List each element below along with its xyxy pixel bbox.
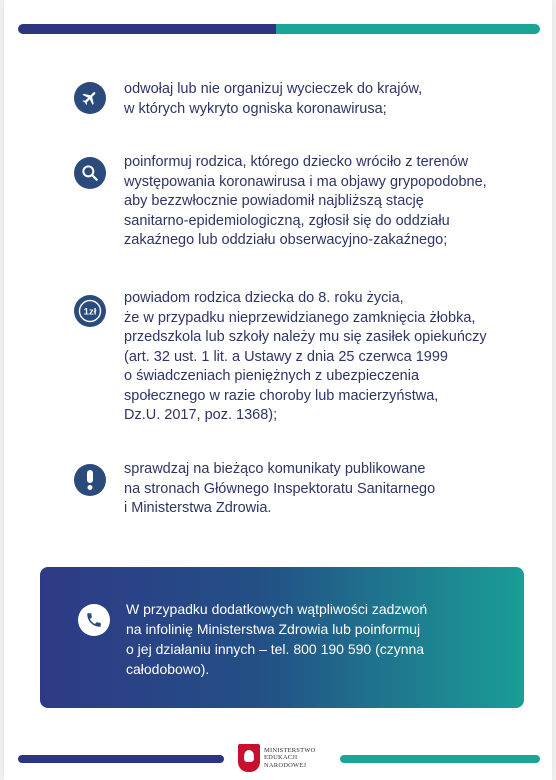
text-line: na stronach Głównego Inspektoratu Sanitarnego xyxy=(124,480,436,497)
phone-icon-svg xyxy=(85,611,103,629)
text-line: przedszkola lub szkoły należy mu się zasiłek opiekuńczy xyxy=(124,329,487,345)
guideline-item-care-allowance xyxy=(74,289,514,426)
plane-icon-svg xyxy=(81,89,99,107)
text-line: na infolinię Ministerstwa Zdrowia lub poinformuj xyxy=(126,621,421,637)
hotline-info-box xyxy=(40,567,524,708)
eagle-crest-icon xyxy=(238,744,260,772)
plane-icon xyxy=(74,82,106,114)
search-icon xyxy=(74,157,106,189)
ministry-logo-text xyxy=(264,747,316,770)
text-line: powiadom rodzica dziecka do 8. roku życia, xyxy=(124,290,404,306)
bottom-bar-navy xyxy=(18,755,224,763)
coin-icon xyxy=(74,295,106,327)
text-line: (art. 32 ust. 1 lit. a Ustawy z dnia 25 czerwca 1999 xyxy=(124,348,448,365)
text-line: poinformuj rodzica, którego dziecko wróciło z terenów xyxy=(124,154,469,170)
bottom-bar-teal xyxy=(340,755,540,763)
text-line: że w przypadku nieprzewidzianego zamknięcia żłobka, xyxy=(124,309,476,326)
exclamation-icon xyxy=(74,464,106,496)
hotline-text xyxy=(126,599,427,679)
text-line: odwołaj lub nie organizuj wycieczek do krajów, xyxy=(124,81,423,97)
top-decorative-bar xyxy=(18,24,540,34)
coin-icon-svg xyxy=(77,298,103,324)
text-line: sanitarno-epidemiologiczną, zgłosił się do oddziału xyxy=(124,212,450,229)
text-line: aby bezzwłocznie powiadomił najbliższą stację xyxy=(124,193,424,209)
top-bar-navy-segment xyxy=(18,24,276,34)
text-line: zakaźnego lub oddziału obserwacyjno-zakaźnego; xyxy=(124,232,448,248)
text-line: o świadczeniach pieniężnych z ubezpieczenia xyxy=(124,368,420,384)
item-text xyxy=(124,153,514,251)
search-icon-svg xyxy=(80,163,100,183)
text-line: całodobowo). xyxy=(126,661,210,677)
text-line: W przypadku dodatkowych wątpliwości zadzwoń xyxy=(126,601,428,617)
guideline-item-inform-parent xyxy=(74,153,514,251)
ministry-logo xyxy=(238,744,316,772)
text-line: występowania koronawirusa i ma objawy grypopodobne, xyxy=(124,173,487,190)
text-line: Dz.U. 2017, poz. 1368); xyxy=(124,407,278,423)
logo-line: MINISTERSTWO xyxy=(264,746,316,754)
text-line: sprawdzaj na bieżąco komunikaty publikowane xyxy=(124,461,426,477)
document-page xyxy=(4,0,552,780)
text-line: i Ministerstwa Zdrowia. xyxy=(124,500,272,516)
phone-icon xyxy=(78,604,110,636)
item-text xyxy=(124,460,514,519)
item-text xyxy=(124,289,514,426)
exclamation-icon-svg xyxy=(86,470,94,490)
logo-line: EDUKACJI xyxy=(264,754,298,762)
item-text xyxy=(124,80,514,119)
text-line: w których wykryto ogniska koronawirusa; xyxy=(124,100,387,117)
guideline-item-check-announcements xyxy=(74,460,514,519)
guideline-item-trips xyxy=(74,80,514,119)
text-line: społecznego w razie choroby lub macierzyństwa, xyxy=(124,387,439,404)
top-bar-teal-segment xyxy=(276,24,540,34)
text-line: o jej działaniu innych – tel. 800 190 590 (czynna xyxy=(126,641,425,657)
coin-icon-label: 1zł xyxy=(83,306,97,318)
logo-line: NARODOWEJ xyxy=(264,761,307,769)
